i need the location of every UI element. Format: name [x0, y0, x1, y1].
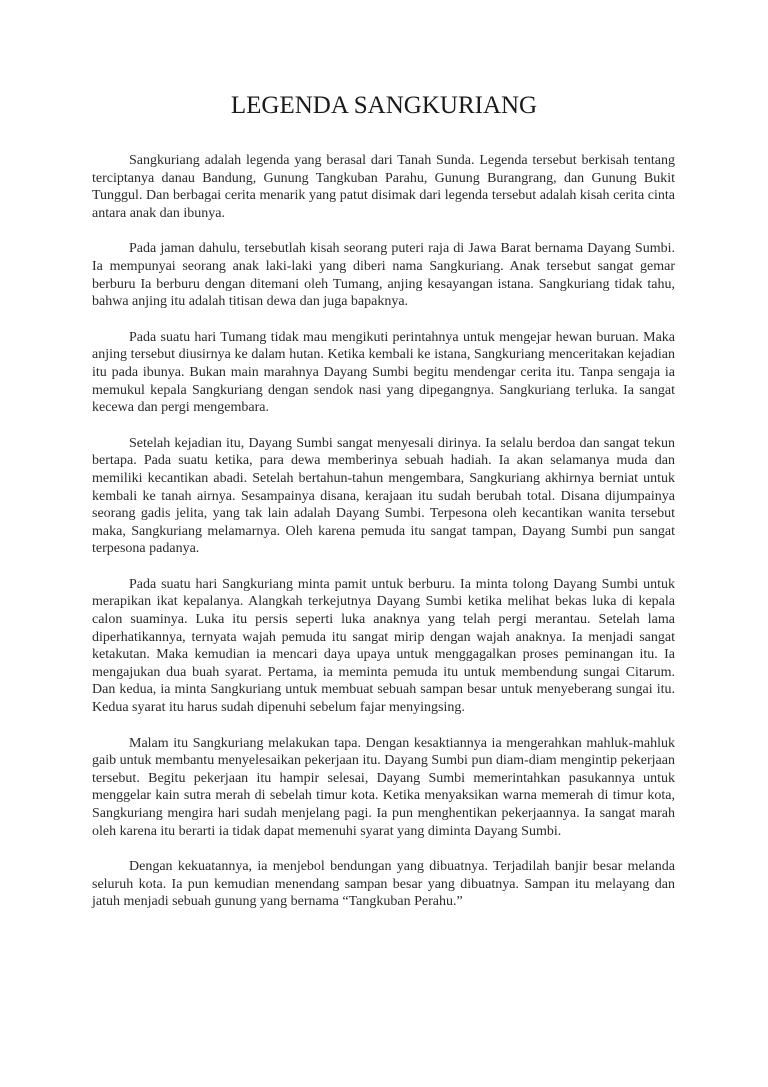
document-body	[92, 152, 675, 929]
paragraph-3: Pada suatu hari Tumang tidak mau mengikuti perintahnya untuk mengejar hewan buruan. Maka anjing tersebut diusirnya ke dalam hutan. Ketika kembali ke istana, Sangkuriang menceritakan kejadian itu pada ibunya. Bukan main marahnya Dayang Sumbi begitu mendengar cerita itu. Tanpa sengaja ia memukul kepala Sangkuriang dengan sendok nasi yang dipegangnya. Sangkuriang terluka. Ia sangat kecewa dan pergi mengembara.	[92, 329, 675, 416]
paragraph-4: Setelah kejadian itu, Dayang Sumbi sangat menyesali dirinya. Ia selalu berdoa dan sangat tekun bertapa. Pada suatu ketika, para dewa memberinya sebuah hadiah. Ia akan selamanya muda dan memiliki kecantikan abadi. Setelah bertahun-tahun mengembara, Sangkuriang akhirnya berniat untuk kembali ke tanah airnya. Sesampainya disana, kerajaan itu sudah berubah total. Disana dijumpainya seorang gadis jelita, yang tak lain adalah Dayang Sumbi. Terpesona oleh kecantikan wanita tersebut maka, Sangkuriang melamarnya. Oleh karena pemuda itu sangat tampan, Dayang Sumbi pun sangat terpesona padanya.	[92, 435, 675, 557]
paragraph-7: Dengan kekuatannya, ia menjebol bendungan yang dibuatnya. Terjadilah banjir besar melanda seluruh kota. Ia pun kemudian menendang sampan besar yang dibuatnya. Sampan itu melayang dan jatuh menjadi sebuah gunung yang bernama “Tangkuban Perahu.”	[92, 859, 675, 910]
paragraph-5: Pada suatu hari Sangkuriang minta pamit untuk berburu. Ia minta tolong Dayang Sumbi untuk merapikan ikat kepalanya. Alangkah terkejutnya Dayang Sumbi ketika melihat bekas luka di kepala calon suaminya. Luka itu persis seperti luka anaknya yang telah pergi merantau. Setelah lama diperhatikannya, ternyata wajah pemuda itu sangat mirip dengan wajah anaknya. Ia menjadi sangat ketakutan. Maka kemudian ia mencari daya upaya untuk menggagalkan proses peminangan itu. Ia mengajukan dua buah syarat. Pertama, ia meminta pemuda itu untuk membendung sungai Citarum. Dan kedua, ia minta Sangkuriang untuk membuat sebuah sampan besar untuk menyeberang sungai itu. Kedua syarat itu harus sudah dipenuhi sebelum fajar menyingsing.	[92, 576, 675, 716]
paragraph-2: Pada jaman dahulu, tersebutlah kisah seorang puteri raja di Jawa Barat bernama Dayang Sumbi. Ia mempunyai seorang anak laki-laki yang diberi nama Sangkuriang. Anak tersebut sangat gemar berburu Ia berburu dengan ditemani oleh Tumang, anjing kesayangan istana. Sangkuriang tidak tahu, bahwa anjing itu adalah titisan dewa dan juga bapaknya.	[92, 241, 675, 310]
paragraph-6: Malam itu Sangkuriang melakukan tapa. Dengan kesaktiannya ia mengerahkan mahluk-mahluk gaib untuk membantu menyelesaikan pekerjaan itu. Dayang Sumbi pun diam-diam mengintip pekerjaan tersebut. Begitu pekerjaan itu hampir selesai, Dayang Sumbi memerintahkan pasukannya untuk menggelar kain sutra merah di sebelah timur kota. Ketika menyaksikan warna memerah di timur kota, Sangkuriang mengira hari sudah menjelang pagi. Ia pun menghentikan pekerjaannya. Ia sangat marah oleh karena itu berarti ia tidak dapat memenuhi syarat yang diminta Dayang Sumbi.	[92, 735, 675, 839]
paragraph-1: Sangkuriang adalah legenda yang berasal dari Tanah Sunda. Legenda tersebut berkisah tentang terciptanya danau Bandung, Gunung Tangkuban Parahu, Gunung Burangrang, dan Gunung Bukit Tunggul. Dan berbagai cerita menarik yang patut disimak dari legenda tersebut adalah kisah cerita cinta antara anak dan ibunya.	[92, 153, 675, 221]
document-title: LEGENDA SANGKURIANG	[230, 92, 538, 119]
